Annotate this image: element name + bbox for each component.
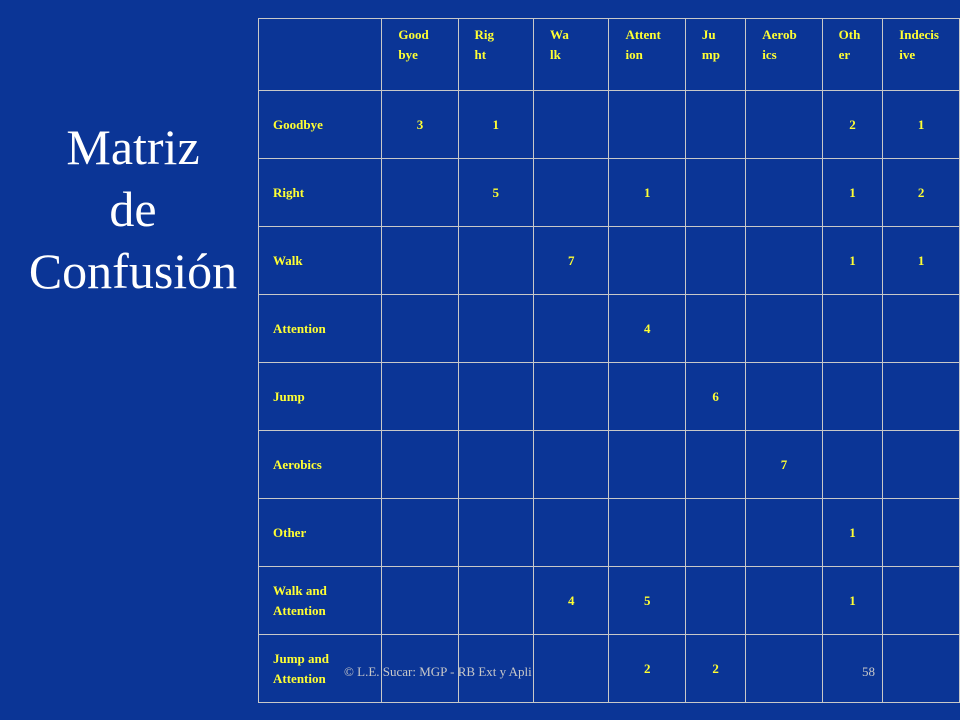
column-header-text: Attent <box>625 27 661 42</box>
matrix-cell <box>609 227 685 295</box>
matrix-row <box>259 567 960 635</box>
row-label-text: Walk <box>273 252 303 268</box>
matrix-cell <box>609 363 685 431</box>
row-label-text: Jump <box>273 388 305 404</box>
title-line-2: de <box>109 181 157 237</box>
column-header-text: Wa <box>550 27 569 42</box>
matrix-row <box>259 91 960 159</box>
matrix-row <box>259 431 960 499</box>
matrix-cell <box>458 227 533 295</box>
column-header-text: Oth <box>838 27 861 42</box>
matrix-cell <box>534 363 609 431</box>
matrix-cell <box>883 295 960 363</box>
column-header <box>534 19 609 91</box>
matrix-cell <box>822 295 883 363</box>
matrix-cell <box>822 431 883 499</box>
matrix-cell <box>382 431 458 499</box>
matrix-cell <box>685 227 745 295</box>
column-header-text: ion <box>625 47 643 62</box>
matrix-cell: 1 <box>609 159 685 227</box>
matrix-cell: 1 <box>883 227 960 295</box>
page-number: 58 <box>862 664 875 679</box>
matrix-cell: 7 <box>534 227 609 295</box>
column-header-text: lk <box>550 47 561 62</box>
matrix-cell <box>685 567 745 635</box>
column-header-text: bye <box>398 47 418 62</box>
matrix-cell <box>458 431 533 499</box>
matrix-cell <box>883 431 960 499</box>
matrix-row <box>259 295 960 363</box>
matrix-cell <box>382 227 458 295</box>
column-header <box>822 19 883 91</box>
column-header <box>883 19 960 91</box>
column-header-text: ive <box>899 47 916 62</box>
matrix-cell: 1 <box>883 91 960 159</box>
row-label-text: Walk and <box>273 582 327 598</box>
matrix-cell: 4 <box>534 567 609 635</box>
row-label <box>259 91 382 159</box>
title-line-3: Confusión <box>28 243 238 299</box>
column-header <box>746 19 822 91</box>
column-header-text: Good <box>398 27 429 42</box>
column-header-text: Aerob <box>762 27 797 42</box>
matrix-cell <box>534 295 609 363</box>
row-label <box>259 227 382 295</box>
matrix-cell <box>458 363 533 431</box>
matrix-cell <box>609 91 685 159</box>
matrix-cell <box>685 295 745 363</box>
matrix-row <box>259 363 960 431</box>
row-label-text: Aerobics <box>273 456 322 472</box>
matrix-cell <box>883 567 960 635</box>
matrix-row <box>259 159 960 227</box>
matrix-cell: 2 <box>685 635 745 703</box>
column-header <box>382 19 458 91</box>
matrix-cell <box>746 159 822 227</box>
row-label <box>259 567 382 635</box>
matrix-cell <box>382 567 458 635</box>
matrix-cell <box>883 363 960 431</box>
matrix-cell <box>382 159 458 227</box>
row-label <box>259 159 382 227</box>
matrix-row <box>259 499 960 567</box>
matrix-cell: 1 <box>458 91 533 159</box>
footer-credit: © L.E. Sucar: MGP - RB Ext y Apli <box>344 664 532 679</box>
matrix-cell <box>746 227 822 295</box>
row-label-text: Goodbye <box>273 116 323 132</box>
column-header-text: Indecis <box>899 27 939 42</box>
row-label-text: Right <box>273 184 305 200</box>
matrix-cell: 1 <box>822 499 883 567</box>
header-row <box>259 19 960 91</box>
matrix-cell <box>382 295 458 363</box>
column-header-text: Rig <box>474 27 495 42</box>
matrix-cell: 6 <box>685 363 745 431</box>
matrix-cell <box>534 431 609 499</box>
matrix-cell: 1 <box>822 567 883 635</box>
matrix-cell: 7 <box>746 431 822 499</box>
column-header <box>685 19 745 91</box>
matrix-cell: 5 <box>458 159 533 227</box>
matrix-cell <box>746 499 822 567</box>
column-header-text: er <box>838 47 851 62</box>
matrix-cell <box>685 91 745 159</box>
matrix-cell: 2 <box>609 635 685 703</box>
title-line-1: Matriz <box>66 119 200 175</box>
matrix-cell: 5 <box>609 567 685 635</box>
slide-title <box>8 116 258 302</box>
column-header-text: Ju <box>701 27 716 42</box>
matrix-cell <box>822 363 883 431</box>
matrix-cell <box>458 295 533 363</box>
matrix-cell: 4 <box>609 295 685 363</box>
matrix-cell <box>609 499 685 567</box>
matrix-cell <box>534 91 609 159</box>
matrix-cell: 1 <box>822 227 883 295</box>
column-header <box>458 19 533 91</box>
column-header <box>609 19 685 91</box>
matrix-cell <box>746 91 822 159</box>
column-header-text: ht <box>474 47 487 62</box>
matrix-cell <box>883 499 960 567</box>
matrix-cell <box>458 499 533 567</box>
row-label-text: Attention <box>273 602 326 618</box>
matrix-body <box>259 91 960 703</box>
matrix-cell <box>685 159 745 227</box>
matrix-cell <box>685 499 745 567</box>
matrix-cell <box>609 431 685 499</box>
row-label <box>259 431 382 499</box>
matrix-cell <box>382 499 458 567</box>
matrix-cell <box>458 567 533 635</box>
matrix-cell: 2 <box>822 91 883 159</box>
confusion-matrix-table <box>258 18 960 703</box>
matrix-cell <box>746 363 822 431</box>
matrix-row <box>259 227 960 295</box>
column-header-text: ics <box>762 47 777 62</box>
corner-cell <box>259 19 382 91</box>
slide-footer <box>0 664 960 688</box>
matrix-cell <box>685 431 745 499</box>
row-label <box>259 295 382 363</box>
row-label <box>259 363 382 431</box>
matrix-cell: 3 <box>382 91 458 159</box>
matrix-cell: 1 <box>822 159 883 227</box>
matrix-cell <box>746 567 822 635</box>
matrix-cell <box>382 363 458 431</box>
row-label <box>259 499 382 567</box>
row-label-text: Jump and <box>273 650 329 666</box>
column-header-text: mp <box>701 47 720 62</box>
matrix-cell <box>746 295 822 363</box>
matrix-cell <box>534 159 609 227</box>
matrix-cell: 2 <box>883 159 960 227</box>
row-label-text: Other <box>273 524 307 540</box>
row-label-text: Attention <box>273 670 326 686</box>
matrix-cell <box>534 499 609 567</box>
row-label-text: Attention <box>273 320 326 336</box>
